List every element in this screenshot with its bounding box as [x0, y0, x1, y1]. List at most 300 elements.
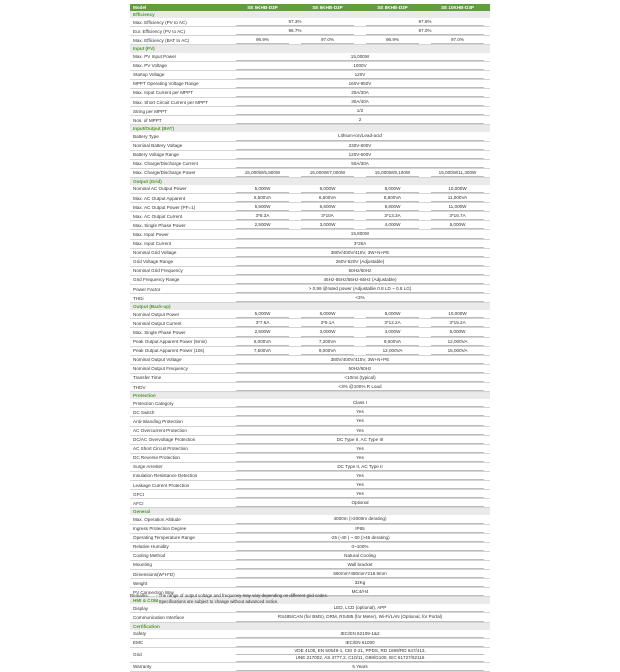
- spec-value: [360, 168, 425, 177]
- spec-value-text: 50Hz/60Hz: [236, 267, 484, 275]
- spec-value: [230, 294, 490, 303]
- model-name: SE 10KHB-D3P: [425, 4, 490, 11]
- spec-row: [130, 417, 490, 426]
- spec-value: [230, 18, 360, 27]
- spec-row: [130, 435, 490, 444]
- spec-value-text: Yes: [236, 417, 484, 425]
- spec-label: Max. PV Voltage: [130, 61, 230, 70]
- spec-label: Protection Category: [130, 399, 230, 408]
- spec-value-text: <3%: [236, 294, 484, 302]
- spec-value: [230, 638, 490, 647]
- spec-row: [130, 373, 490, 382]
- spec-row: [130, 444, 490, 453]
- spec-row: [130, 408, 490, 417]
- spec-value-text: 15,000W/9,100W: [366, 169, 419, 177]
- spec-label: Transfer Time: [130, 373, 230, 382]
- spec-value: [230, 61, 490, 70]
- spec-row: [130, 542, 490, 551]
- spec-value-text: DC Type II, AC Type III: [236, 436, 484, 444]
- section-title: Protection: [130, 392, 490, 400]
- spec-value-text: 96.7%: [236, 27, 354, 35]
- spec-value: [230, 471, 490, 480]
- spec-row: [130, 116, 490, 125]
- spec-row: [130, 524, 490, 533]
- spec-row: [130, 515, 490, 524]
- spec-value-text: 8,000W: [366, 185, 419, 193]
- spec-row: [130, 462, 490, 471]
- spec-value: [230, 337, 295, 346]
- spec-row: [130, 328, 490, 337]
- spec-value-text: VDE 4105, EN 50549-1, CEI 0-21, PPDS, RD 1699/RD 647/413,: [236, 648, 484, 655]
- spec-label: Max. Single Phase Power: [130, 328, 230, 337]
- spec-row: [130, 70, 490, 79]
- spec-label: Max. Input Power: [130, 230, 230, 239]
- spec-value: [230, 533, 490, 542]
- spec-value-text: <10ms (typical): [236, 374, 484, 382]
- spec-row: [130, 310, 490, 319]
- spec-label: Max. AC Output Power (PF=1): [130, 203, 230, 212]
- spec-label: Max. Single Phase Power: [130, 221, 230, 230]
- spec-value: [230, 515, 490, 524]
- spec-value: [230, 221, 295, 230]
- spec-value: [295, 185, 360, 194]
- spec-value-text: 5,000W: [431, 328, 484, 336]
- spec-value: [230, 399, 490, 408]
- model-name: SE 6KHB-D3P: [295, 4, 360, 11]
- spec-value-text: 15,000W/11,300W: [431, 169, 484, 177]
- spec-value: [230, 203, 295, 212]
- spec-row: [130, 285, 490, 294]
- spec-row: [130, 630, 490, 639]
- spec-value-text: 5 Years: [236, 663, 484, 671]
- spec-value: [230, 579, 490, 588]
- spec-value: [360, 221, 425, 230]
- spec-value-text: IP65: [236, 525, 484, 533]
- spec-value-text: 97.0%: [301, 36, 354, 44]
- spec-value: [230, 490, 490, 499]
- section-title: Certification: [130, 622, 490, 630]
- spec-value: [230, 570, 490, 579]
- spec-value: [230, 662, 490, 671]
- spec-label: Max. Charge/Discharge Power: [130, 168, 230, 177]
- spec-value: [360, 310, 425, 319]
- spec-row: [130, 79, 490, 88]
- spec-row: [130, 570, 490, 579]
- spec-row: [130, 613, 490, 622]
- spec-value: [360, 212, 425, 221]
- spec-value: [230, 168, 295, 177]
- spec-label: Weight: [130, 579, 230, 588]
- spec-value-text: MC4/H4: [236, 588, 484, 596]
- spec-row: [130, 61, 490, 70]
- spec-row: [130, 355, 490, 364]
- spec-label: Peak Output Apparent Power (10s): [130, 346, 230, 355]
- spec-label: DC Reverse Protection: [130, 453, 230, 462]
- spec-row: [130, 638, 490, 647]
- spec-label: Nos. of MPPT: [130, 116, 230, 125]
- spec-value: [295, 203, 360, 212]
- spec-value: [360, 27, 490, 36]
- spec-value: [425, 221, 490, 230]
- spec-label: Max. Short Circuit Current per MPPT: [130, 98, 230, 107]
- spec-value-text: 9,600VA: [366, 338, 419, 346]
- spec-label: Max. Input Current per MPPT: [130, 88, 230, 97]
- spec-value-text: 50A/30A: [236, 160, 484, 168]
- spec-value: [360, 203, 425, 212]
- spec-row: [130, 647, 490, 662]
- spec-value: [230, 630, 490, 639]
- spec-row: [130, 383, 490, 392]
- spec-value-text: 12,000VA: [366, 347, 419, 355]
- spec-row: [130, 159, 490, 168]
- spec-label: Nominal Output Frequency: [130, 364, 230, 373]
- spec-label: Nominal Grid Frequency: [130, 266, 230, 275]
- spec-value-text: 15,000VA: [431, 347, 484, 355]
- spec-value: [230, 116, 490, 125]
- spec-value: [230, 27, 360, 36]
- spec-label: Ingress Protection Degree: [130, 524, 230, 533]
- spec-value: [230, 107, 490, 116]
- spec-value-text: 560mm*480mm*218.9mm: [236, 570, 484, 578]
- spec-value-text: 230V-600V: [236, 142, 484, 150]
- spec-label: PV Connection Way: [130, 588, 230, 597]
- spec-value-text: 3,000W: [301, 221, 354, 229]
- spec-value-text: 260V-520V (Adjustable): [236, 258, 484, 266]
- spec-value-text: IEC/EN 62109-1&2: [236, 630, 484, 638]
- spec-label: DC Switch: [130, 408, 230, 417]
- spec-label: Max. Efficiency (BAT to AC): [130, 36, 230, 45]
- spec-label: Relative Humidity: [130, 542, 230, 551]
- spec-value: [230, 212, 295, 221]
- spec-label: Max. AC Output Current: [130, 212, 230, 221]
- spec-value: [230, 53, 490, 62]
- spec-row: [130, 53, 490, 62]
- spec-label: Leakage Current Protection: [130, 481, 230, 490]
- spec-label: Dimensions(W*H*D): [130, 570, 230, 579]
- section-title: Output (Back-up): [130, 303, 490, 311]
- spec-value-text: 30A/40A: [236, 98, 484, 106]
- spec-row: [130, 337, 490, 346]
- section-row: [130, 622, 490, 630]
- spec-value-text: 2: [236, 116, 484, 124]
- spec-value: [230, 257, 490, 266]
- spec-value: [230, 141, 490, 150]
- spec-value: [425, 212, 490, 221]
- section-title: Output (Grid): [130, 177, 490, 185]
- spec-value: [230, 426, 490, 435]
- spec-value: [230, 310, 295, 319]
- spec-label: Grid Frequency Range: [130, 275, 230, 284]
- spec-label: Nominal Output Voltage: [130, 355, 230, 364]
- spec-value: [230, 194, 295, 203]
- spec-row: [130, 579, 490, 588]
- spec-value: [230, 560, 490, 569]
- spec-row: [130, 426, 490, 435]
- spec-label: Nominal Output Current: [130, 319, 230, 328]
- spec-label: Max. Charge/Discharge Current: [130, 159, 230, 168]
- spec-value: [295, 310, 360, 319]
- spec-value: [295, 212, 360, 221]
- spec-label: Max. Efficiency (PV to AC): [130, 18, 230, 27]
- spec-value: [230, 408, 490, 417]
- spec-row: [130, 266, 490, 275]
- spec-value-text: 11,000W: [431, 203, 484, 211]
- spec-label: Max. PV Input Power: [130, 53, 230, 62]
- spec-value-text: 3*25A: [236, 240, 484, 248]
- spec-value-text: 1000V: [236, 62, 484, 70]
- spec-row: [130, 257, 490, 266]
- spec-row: [130, 239, 490, 248]
- spec-row: [130, 98, 490, 107]
- spec-label: THDi: [130, 294, 230, 303]
- spec-row: [130, 248, 490, 257]
- spec-row: [130, 319, 490, 328]
- section-title: Input (PV): [130, 45, 490, 53]
- spec-label: Battery Voltage Range: [130, 150, 230, 159]
- spec-label: Communication Interface: [130, 613, 230, 622]
- spec-value: [360, 337, 425, 346]
- spec-value: [230, 364, 490, 373]
- spec-value-text: 8,000W: [366, 310, 419, 318]
- spec-value: [295, 168, 360, 177]
- spec-label: Display: [130, 604, 230, 613]
- spec-value: [425, 310, 490, 319]
- spec-value-text: Yes: [236, 481, 484, 489]
- section-row: [130, 303, 490, 311]
- spec-label: Operating Temperature Range: [130, 533, 230, 542]
- spec-value-text: 6,000W: [301, 310, 354, 318]
- spec-value: [230, 417, 490, 426]
- spec-table-body: [130, 11, 490, 671]
- spec-value: [425, 319, 490, 328]
- section-title: Input/Output (BAT): [130, 125, 490, 133]
- spec-label: Max. Operation Altitude: [130, 515, 230, 524]
- remarks-title: Remarks:: [130, 593, 149, 598]
- spec-value-text: 6,000VA: [236, 338, 289, 346]
- spec-row: [130, 294, 490, 303]
- spec-value: [230, 481, 490, 490]
- spec-value: [295, 337, 360, 346]
- spec-value: [295, 319, 360, 328]
- spec-value: [230, 613, 490, 622]
- remark-line: - Specifications are subject to change without advanced notice.: [156, 599, 279, 605]
- spec-row: [130, 107, 490, 116]
- spec-value: [425, 168, 490, 177]
- spec-value-text: 3*16.7A: [431, 212, 484, 220]
- spec-value: [230, 355, 490, 364]
- spec-value-text: 3*12.2A: [366, 319, 419, 327]
- spec-value-text: 5,000W: [236, 185, 289, 193]
- spec-label: Mounting: [130, 560, 230, 569]
- spec-value: [360, 18, 490, 27]
- spec-row: [130, 221, 490, 230]
- spec-value: [230, 159, 490, 168]
- spec-value-text: 5,000W: [431, 221, 484, 229]
- spec-value-text: 10,000W: [431, 310, 484, 318]
- spec-row: [130, 141, 490, 150]
- spec-value-text: 6,600VA: [301, 194, 354, 202]
- remarks: [130, 593, 490, 606]
- spec-value: [360, 328, 425, 337]
- spec-value-text: 12,000VA: [431, 338, 484, 346]
- spec-row: [130, 150, 490, 159]
- spec-value-text: RS485/CAN (for BMS), DRM, RS485 (for Meter), Wi-Fi/LAN (Optional, for Portal): [236, 613, 484, 621]
- spec-label: MPPT Operating Voltage Range: [130, 79, 230, 88]
- spec-row: [130, 471, 490, 480]
- spec-value: [230, 542, 490, 551]
- spec-value-text: Yes: [236, 472, 484, 480]
- spec-value-text: 4,000W: [366, 221, 419, 229]
- spec-value-text: 4000m (>2000m derating): [236, 515, 484, 523]
- model-header-row: [130, 4, 490, 11]
- spec-label: Cooling Method: [130, 551, 230, 560]
- spec-value-text: 97.0%: [431, 36, 484, 44]
- spec-value-text: Optional: [236, 499, 484, 507]
- spec-value: [230, 275, 490, 284]
- spec-value: [230, 266, 490, 275]
- spec-row: [130, 168, 490, 177]
- spec-label: Max. Input Current: [130, 239, 230, 248]
- spec-value-text: UNE 217002, AS 4777.2, C10/11, G98/G100, IEC 61727/62116: [236, 655, 484, 662]
- spec-value: [230, 185, 295, 194]
- spec-value: [230, 647, 490, 662]
- spec-value-text: 0~100%: [236, 543, 484, 551]
- spec-value-text: Yes: [236, 454, 484, 462]
- spec-value: [230, 36, 295, 45]
- spec-value: [425, 346, 490, 355]
- section-title: HMI & COM: [130, 597, 490, 605]
- spec-value: [230, 444, 490, 453]
- spec-value-text: 5,000W: [236, 310, 289, 318]
- spec-value-text: Yes: [236, 445, 484, 453]
- spec-value-text: 4,000W: [366, 328, 419, 336]
- spec-value-text: 3*15.2A: [431, 319, 484, 327]
- spec-value: [230, 319, 295, 328]
- spec-row: [130, 453, 490, 462]
- spec-value: [360, 346, 425, 355]
- spec-value-text: 3*9.1A: [301, 319, 354, 327]
- spec-value-text: LED, LCD (optional), APP: [236, 604, 484, 612]
- spec-label: Grid: [130, 647, 230, 662]
- spec-row: [130, 132, 490, 141]
- spec-value-text: 3*10A: [301, 212, 354, 220]
- spec-row: [130, 560, 490, 569]
- spec-label: AC Short Circuit Protection: [130, 444, 230, 453]
- spec-label: DC/AC Overvoltage Protection: [130, 435, 230, 444]
- spec-value: [230, 132, 490, 141]
- spec-value-text: 2,500W: [236, 221, 289, 229]
- spec-row: [130, 18, 490, 27]
- spec-label: Safety: [130, 630, 230, 639]
- spec-label: Nominal Grid Voltage: [130, 248, 230, 257]
- section-row: [130, 125, 490, 133]
- spec-value: [295, 328, 360, 337]
- section-row: [130, 45, 490, 53]
- spec-value-text: Yes: [236, 490, 484, 498]
- spec-value: [425, 185, 490, 194]
- spec-value: [230, 285, 490, 294]
- section-row: [130, 177, 490, 185]
- spec-value-text: Yes: [236, 408, 484, 416]
- spec-value-text: 3*7.6A: [236, 319, 289, 327]
- spec-value-text: Lithium-ion/Lead-acid: [236, 132, 484, 140]
- spec-value-text: 5,500W: [236, 203, 289, 211]
- spec-value-text: 7,500VA: [236, 347, 289, 355]
- spec-value: [360, 194, 425, 203]
- spec-value: [425, 337, 490, 346]
- spec-row: [130, 490, 490, 499]
- spec-value: [230, 462, 490, 471]
- spec-value-text: 3*8.3A: [236, 212, 289, 220]
- model-name: SE 8KHB-D3P: [360, 4, 425, 11]
- spec-value-text: 7,200VA: [301, 338, 354, 346]
- spec-value: [230, 88, 490, 97]
- spec-label: Insulation Resistance Detection: [130, 471, 230, 480]
- spec-value: [230, 328, 295, 337]
- spec-value-text: 5,500VA: [236, 194, 289, 202]
- spec-label: Nominal Battery Voltage: [130, 141, 230, 150]
- spec-value: [230, 230, 490, 239]
- spec-value-text: -25 (-40 ) ~ 60 (>45 derating): [236, 534, 484, 542]
- spec-label: EMC: [130, 638, 230, 647]
- spec-value-text: 9,000VA: [301, 347, 354, 355]
- spec-row: [130, 194, 490, 203]
- spec-label: GFCI: [130, 490, 230, 499]
- spec-label: Anti-Islanding Protection: [130, 417, 230, 426]
- spec-value-text: 96.9%: [366, 36, 419, 44]
- spec-row: [130, 27, 490, 36]
- spec-value-text: 8,800VA: [366, 194, 419, 202]
- spec-value-text: 10,000W: [431, 185, 484, 193]
- spec-value-text: 96.9%: [236, 36, 289, 44]
- spec-value-text: 2,500W: [236, 328, 289, 336]
- spec-value-text: Natural Cooling: [236, 552, 484, 560]
- model-name: SE 5KHB-D3P: [230, 4, 295, 11]
- spec-value: [360, 185, 425, 194]
- spec-row: [130, 364, 490, 373]
- spec-value-text: 160V-950V: [236, 80, 484, 88]
- spec-row: [130, 275, 490, 284]
- spec-row: [130, 533, 490, 542]
- spec-value: [230, 383, 490, 392]
- spec-value: [425, 194, 490, 203]
- spec-row: [130, 481, 490, 490]
- spec-row: [130, 203, 490, 212]
- spec-value: [230, 239, 490, 248]
- spec-table: [130, 4, 490, 672]
- spec-label: AFCI: [130, 499, 230, 508]
- remark-line: - The range of output voltage and frequency may vary depending on different grid codes.: [156, 593, 328, 598]
- spec-value: [230, 524, 490, 533]
- spec-label: Nominal AC Output Power: [130, 185, 230, 194]
- spec-label: String per MPPT: [130, 107, 230, 116]
- spec-value: [360, 319, 425, 328]
- spec-value-text: 120V: [236, 71, 484, 79]
- spec-value-text: 6,600W: [301, 203, 354, 211]
- spec-value: [425, 328, 490, 337]
- spec-value: [425, 203, 490, 212]
- spec-row: [130, 230, 490, 239]
- spec-label: AC Overcurrent Protection: [130, 426, 230, 435]
- spec-value-text: 6,000W: [301, 185, 354, 193]
- spec-row: [130, 212, 490, 221]
- spec-value-text: 11,000VA: [431, 194, 484, 202]
- spec-value: [230, 346, 295, 355]
- spec-value: [230, 373, 490, 382]
- spec-value: [230, 435, 490, 444]
- spec-label: Warranty: [130, 662, 230, 671]
- spec-row: [130, 399, 490, 408]
